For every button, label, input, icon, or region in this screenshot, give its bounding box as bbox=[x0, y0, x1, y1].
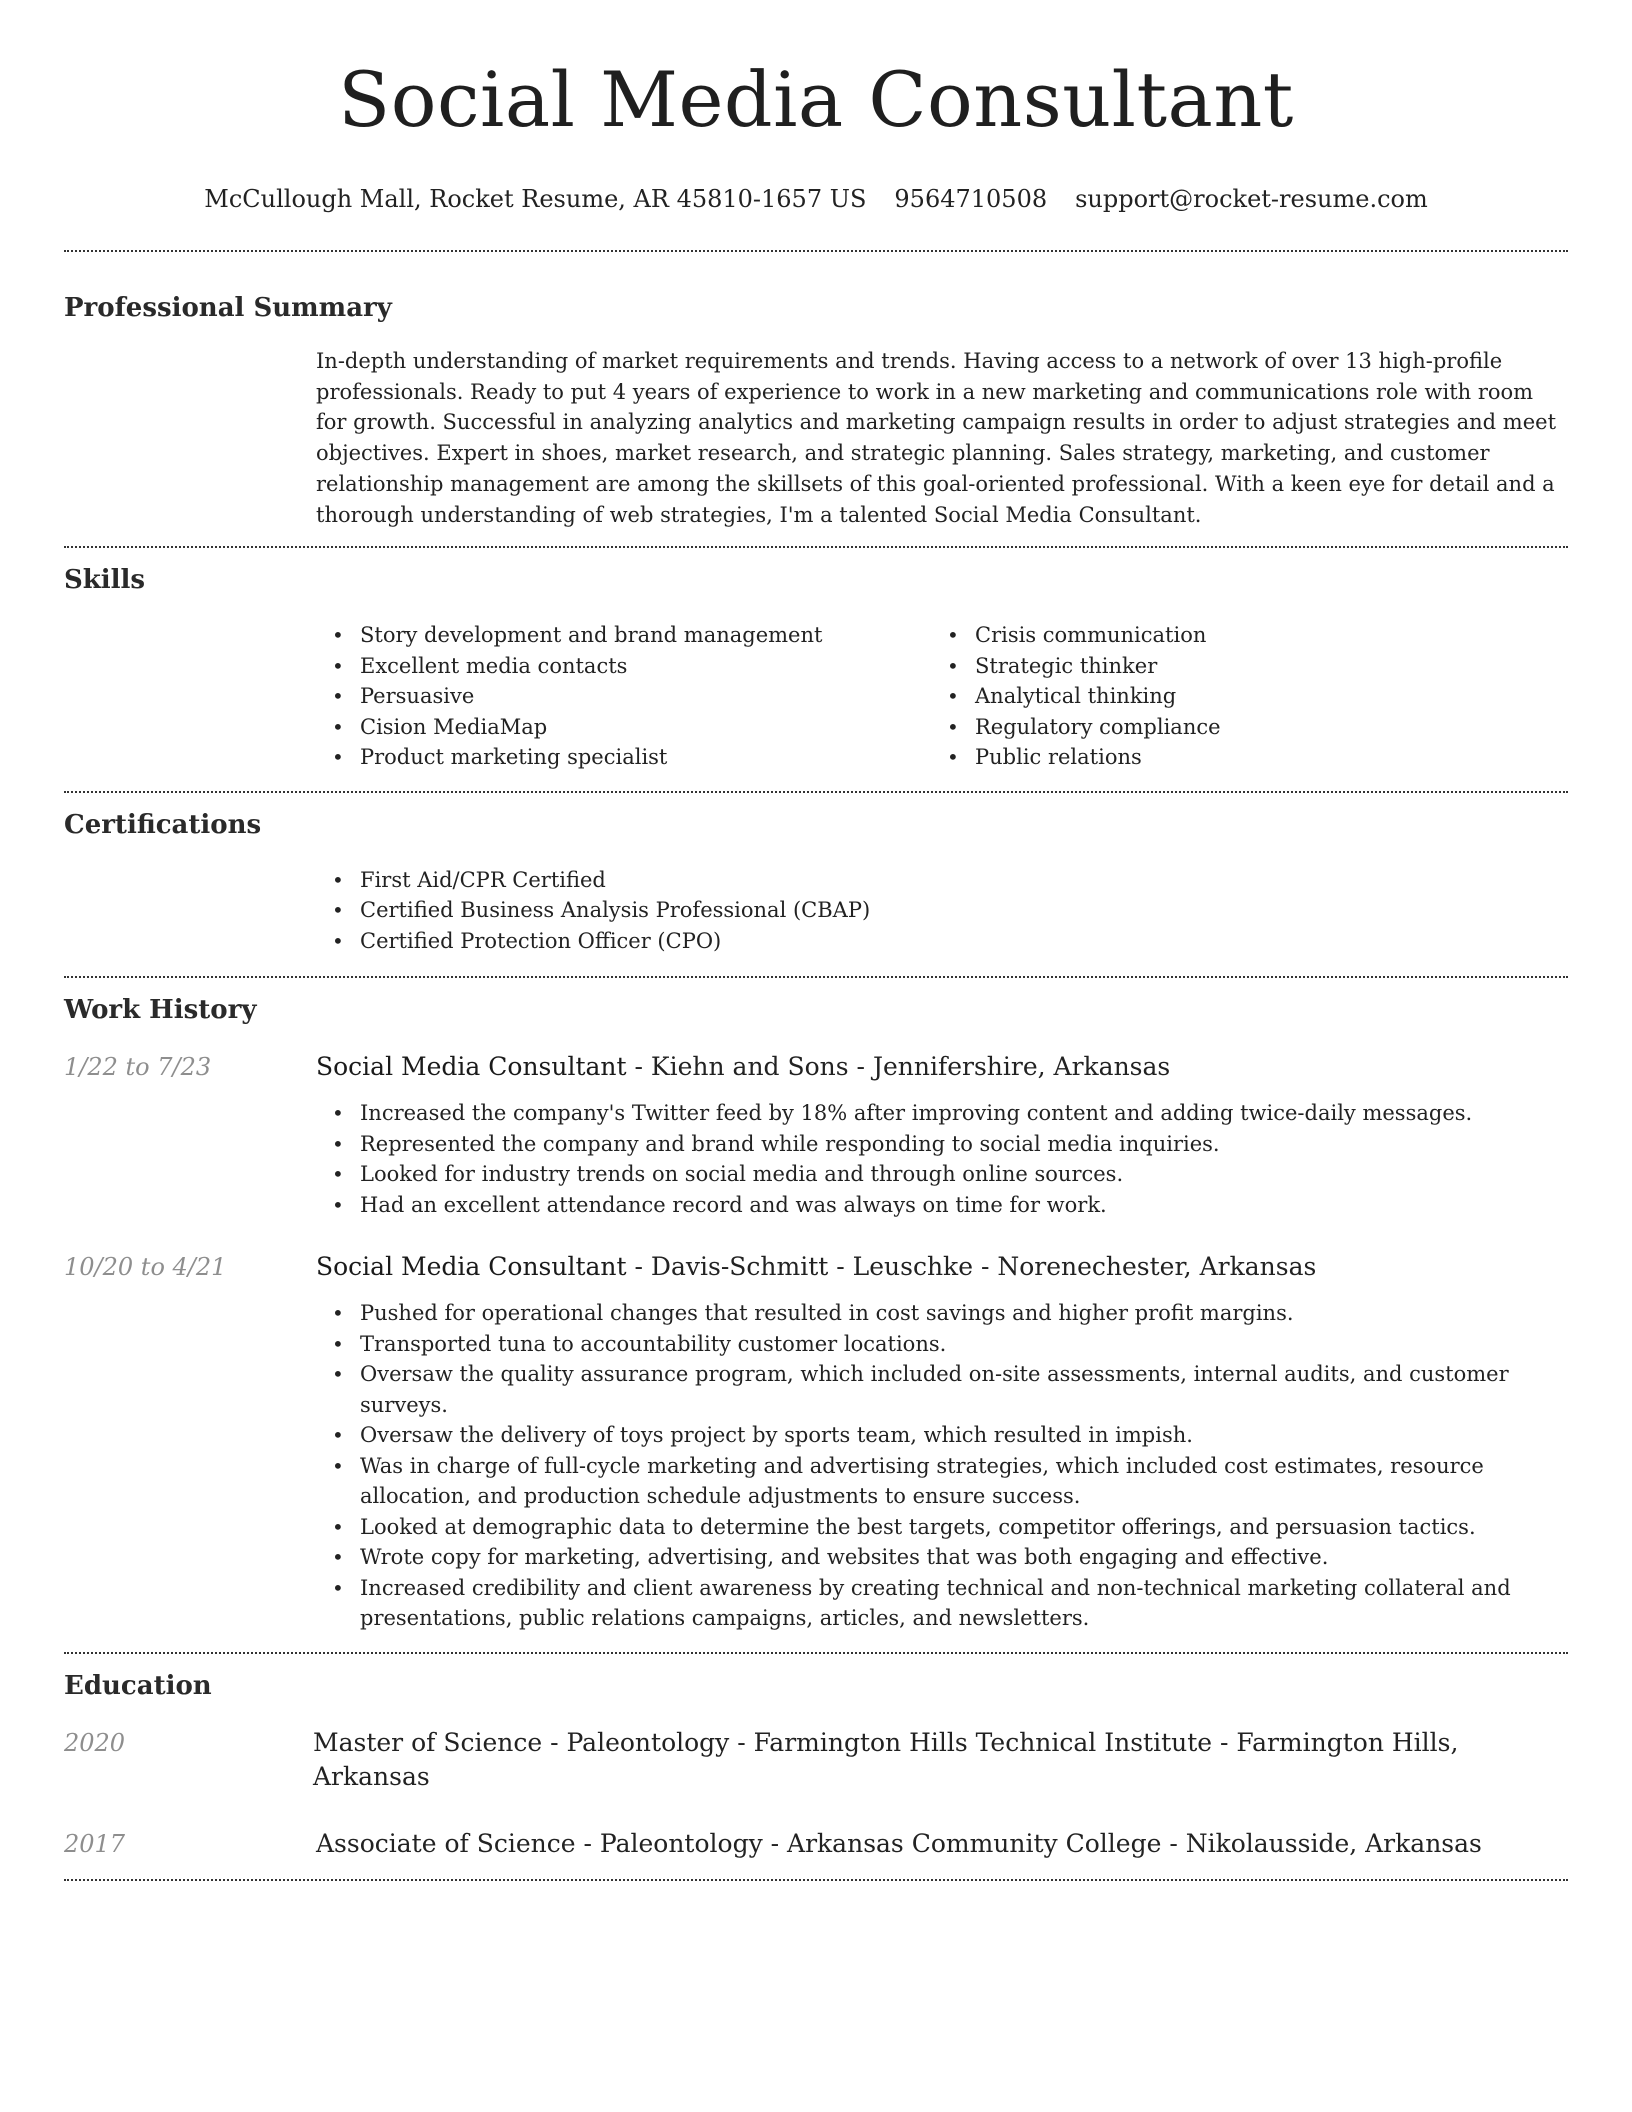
job-main bbox=[316, 1050, 1568, 1220]
job-details: - Davis-Schmitt - Leuschke - Norenechester, Arkansas bbox=[626, 1252, 1317, 1282]
job-entry bbox=[64, 1050, 1568, 1220]
skill-item: • Regulatory compliance bbox=[931, 712, 1546, 743]
summary-text: In-depth understanding of market requirements and trends. Having access to a network of over 13 high-profile professionals. Ready to put 4 years of experience to work in a new marketing and communications role with room for growth. Successful in analyzing analytics and marketing campaign results in order to adjust strategies and meet objectives. Expert in shoes, market research, and strategic planning. Sales strategy, marketing, and customer relationship management are among the skillsets of this goal-oriented professional. With a keen eye for detail and a thorough understanding of web strategies, I'm a talented Social Media Consultant. bbox=[316, 349, 1557, 527]
education-heading bbox=[313, 1726, 1568, 1794]
contact-phone: 9564710508 bbox=[894, 185, 1048, 213]
skill-item: • Persuasive bbox=[316, 681, 931, 712]
education-entry bbox=[64, 1726, 1568, 1794]
skills-columns bbox=[316, 620, 1568, 773]
job-role: Social Media Consultant bbox=[316, 1252, 627, 1282]
divider bbox=[64, 1879, 1568, 1881]
education-year: 2020 bbox=[64, 1728, 126, 1757]
summary-title: Professional Summary bbox=[64, 293, 392, 323]
contact-address: McCullough Mall, Rocket Resume, AR 45810-1657 US bbox=[204, 185, 867, 213]
skills-title: Skills bbox=[64, 565, 146, 596]
job-bullet: • Had an excellent attendance record and was always on time for work. bbox=[316, 1190, 1568, 1221]
job-dates: 10/20 to 4/21 bbox=[64, 1253, 227, 1282]
job-main bbox=[316, 1250, 1568, 1634]
education-entry bbox=[64, 1827, 1568, 1861]
education-details: - Paleontology - Farmington Hills Technical Institute - Farmington Hills, Arkansas bbox=[313, 1727, 1459, 1791]
job-bullet: • Wrote copy for marketing, advertising, and websites that was both engaging and effective. bbox=[316, 1542, 1568, 1573]
job-bullet: • Pushed for operational changes that resulted in cost savings and higher profit margins. bbox=[316, 1298, 1568, 1329]
education-heading bbox=[316, 1827, 1482, 1861]
job-bullet: • Oversaw the quality assurance program, which included on-site assessments, internal audits, and customer surveys. bbox=[316, 1359, 1568, 1420]
job-bullet: • Looked for industry trends on social media and through online sources. bbox=[316, 1159, 1568, 1190]
education-section bbox=[64, 1654, 1568, 1879]
skill-item: • Cision MediaMap bbox=[316, 712, 931, 743]
job-entry bbox=[64, 1250, 1568, 1634]
job-details: - Kiehn and Sons - Jennifershire, Arkansas bbox=[626, 1052, 1171, 1082]
education-degree: Master of Science bbox=[313, 1727, 543, 1757]
skill-item: • Product marketing specialist bbox=[316, 742, 931, 773]
skill-item: • Analytical thinking bbox=[931, 681, 1546, 712]
job-bullet: • Transported tuna to accountability customer locations. bbox=[316, 1329, 1568, 1360]
certification-item: • Certified Business Analysis Professional (CBAP) bbox=[316, 895, 1568, 926]
work-history-title: Work History bbox=[64, 995, 257, 1026]
job-bullet: • Looked at demographic data to determine the best targets, competitor offerings, and persuasion tactics. bbox=[316, 1512, 1568, 1543]
job-bullets bbox=[316, 1298, 1568, 1634]
education-details: - Paleontology - Arkansas Community College - Nikolausside, Arkansas bbox=[575, 1828, 1482, 1858]
contact-email: support@rocket-resume.com bbox=[1075, 185, 1428, 213]
job-bullets bbox=[316, 1098, 1568, 1220]
job-bullet: • Represented the company and brand while responding to social media inquiries. bbox=[316, 1129, 1568, 1160]
job-heading bbox=[316, 1050, 1568, 1084]
education-title: Education bbox=[64, 1670, 212, 1701]
education-degree: Associate of Science bbox=[316, 1828, 576, 1858]
job-role: Social Media Consultant bbox=[316, 1052, 627, 1082]
job-bullet: • Was in charge of full-cycle marketing and advertising strategies, which included cost estimates, resource allocation, and production schedule adjustments to ensure success. bbox=[316, 1451, 1568, 1512]
skill-item: • Strategic thinker bbox=[931, 651, 1546, 682]
certifications-title: Certifications bbox=[64, 809, 262, 840]
skill-item: • Excellent media contacts bbox=[316, 651, 931, 682]
candidate-name: Social Media Consultant bbox=[338, 55, 1294, 144]
job-dates: 1/22 to 7/23 bbox=[64, 1053, 212, 1082]
job-heading bbox=[316, 1250, 1568, 1284]
certifications-section bbox=[64, 793, 1568, 977]
skill-item: • Public relations bbox=[931, 742, 1546, 773]
work-history-section bbox=[64, 978, 1568, 1652]
certification-item: • Certified Protection Officer (CPO) bbox=[316, 926, 1568, 957]
skills-list-left bbox=[316, 620, 931, 773]
job-bullet: • Increased credibility and client awareness by creating technical and non-technical marketing collateral and presentations, public relations campaigns, articles, and newsletters. bbox=[316, 1573, 1568, 1634]
skill-item: • Story development and brand management bbox=[316, 620, 931, 651]
summary-section bbox=[64, 252, 1568, 546]
job-bullet: • Oversaw the delivery of toys project by sports team, which resulted in impish. bbox=[316, 1420, 1568, 1451]
skill-item: • Crisis communication bbox=[931, 620, 1546, 651]
certifications-list bbox=[316, 865, 1568, 957]
education-year: 2017 bbox=[64, 1829, 126, 1858]
contact-line bbox=[64, 184, 1568, 214]
skills-list-right bbox=[931, 620, 1546, 773]
job-bullet: • Increased the company's Twitter feed by 18% after improving content and adding twice-daily messages. bbox=[316, 1098, 1568, 1129]
skills-section bbox=[64, 548, 1568, 791]
certification-item: • First Aid/CPR Certified bbox=[316, 865, 1568, 896]
